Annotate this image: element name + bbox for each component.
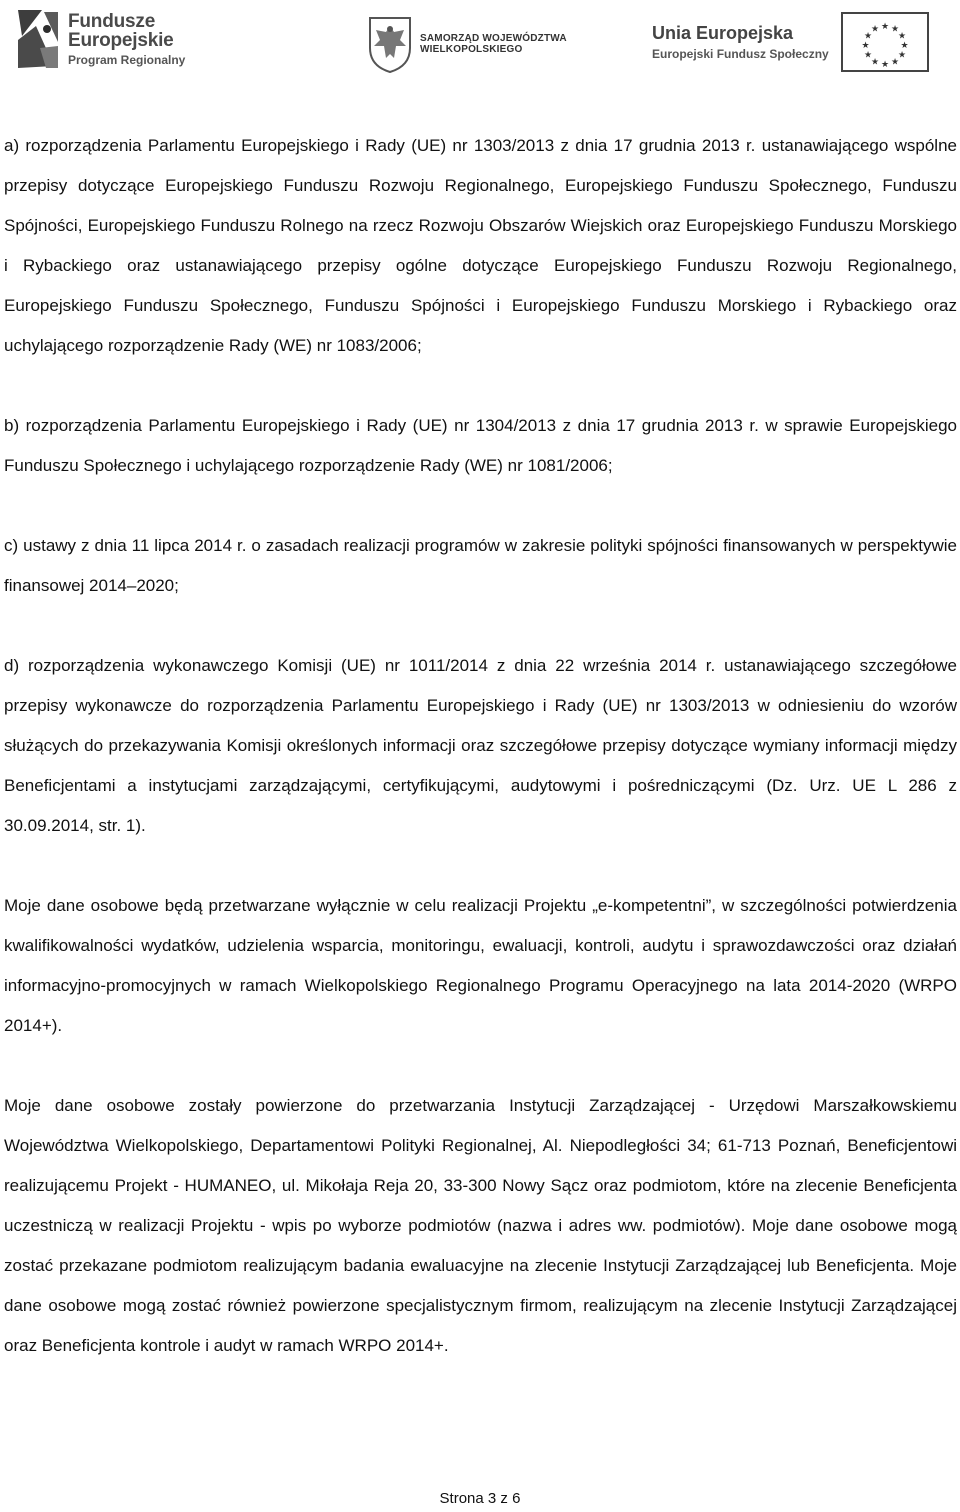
- paragraph-c: c) ustawy z dnia 11 lipca 2014 r. o zasadach realizacji programów w zakresie polityki spójności finansowanych w perspektywie finansowej 2014–2020;: [4, 536, 957, 595]
- logo-unia-europejska: [652, 12, 929, 72]
- document-body: [4, 126, 957, 1406]
- logo-fundusze-europejskie: [14, 6, 185, 72]
- svg-text:★: ★: [863, 50, 872, 61]
- fe-logo-icon: [14, 6, 60, 72]
- fe-line3: Program Regionalny: [68, 53, 186, 67]
- ue-line2: Europejski Fundusz Społeczny: [652, 47, 829, 61]
- ue-line1: Unia Europejska: [652, 23, 794, 43]
- sw-line1: SAMORZĄD WOJEWÓDZTWA: [420, 32, 567, 44]
- sw-line2: WIELKOPOLSKIEGO: [420, 44, 523, 55]
- svg-text:★: ★: [900, 41, 909, 51]
- page-number: Strona 3 z 6: [439, 1490, 521, 1507]
- paragraph-purpose: Moje dane osobowe będą przetwarzane wyłącznie w celu realizacji Projektu „e-kompetentni”, w szczególności potwierdzenia kwalifikowalności wydatków, udzielenia wsparcia, monitoringu, ewaluacji, kontroli, audytu i sprawozdawczości oraz działań informacyjno-promocyjnych w ramach Wielkopolskiego Regionalnego Programu Operacyjnego na lata 2014-2020 (WRPO 2014+).: [4, 896, 957, 1035]
- paragraph-a: a) rozporządzenia Parlamentu Europejskiego i Rady (UE) nr 1303/2013 z dnia 17 grudnia 2013 r. ustanawiającego wspólne przepisy dotyczące Europejskiego Funduszu Rozwoju Regionalnego, Europejskiego Funduszu Społecznego, Funduszu Spójności, Europejskiego Funduszu Rolnego na rzecz Rozwoju Obszarów Wiejskich oraz Europejskiego Funduszu Morskiego i Rybackiego oraz ustanawiającego przepisy ogólne dotyczące Europejskiego Funduszu Rozwoju Regionalnego, Europejskiego Funduszu Społecznego, Funduszu Spójności i Europejskiego Funduszu Morskiego i Rybackiego oraz uchylającego rozporządzenie Rady (WE) nr 1083/2006;: [4, 136, 957, 355]
- paragraph-b: b) rozporządzenia Parlamentu Europejskiego i Rady (UE) nr 1304/2013 z dnia 17 grudnia 2013 r. w sprawie Europejskiego Funduszu Społecznego i uchylającego rozporządzenie Rady (WE) nr 1081/2006;: [4, 416, 957, 475]
- eu-flag-icon: [841, 12, 929, 72]
- svg-text:★: ★: [861, 41, 870, 51]
- svg-text:★: ★: [897, 31, 906, 42]
- eagle-crest-icon: [366, 14, 414, 74]
- svg-text:★: ★: [863, 31, 872, 42]
- fe-line2: Europejskie: [68, 30, 174, 51]
- paragraph-d: d) rozporządzenia wykonawczego Komisji (UE) nr 1011/2014 z dnia 22 września 2014 r. ustanawiającego szczegółowe przepisy wykonawcze do rozporządzenia Parlamentu Europejskiego i Rady (UE) nr 1303/2013 w odniesieniu do wzorów służących do przekazywania Komisji określonych informacji oraz szczegółowe przepisy dotyczące wymiany informacji między Beneficjentami a instytucjami zarządzającymi, certyfikującymi, audytowymi i pośredniczącymi (Dz. Urz. UE L 286 z 30.09.2014, str. 1).: [4, 656, 957, 835]
- svg-text:★: ★: [880, 22, 889, 32]
- paragraph-entrusted: Moje dane osobowe zostały powierzone do przetwarzania Instytucji Zarządzającej - Urzędowi Marszałkowskiemu Województwa Wielkopolskiego, Departamentowi Polityki Regionalnej, Al. Niepodległości 34; 61-713 Poznań, Beneficjentowi realizującemu Projekt - HUMANEO, ul. Mikołaja Reja 20, 33-300 Nowy Sącz oraz podmiotom, które na zlecenie Beneficjenta uczestniczą w realizacji Projektu - wpis po wyborze podmiotów (nazwa i adres ww. podmiotów). Moje dane osobowe mogą zostać przekazane podmiotom realizującym badania ewaluacyjne na zlecenie Instytucji Zarządzającej lub Beneficjenta. Moje dane osobowe mogą zostać również powierzone specjalistycznym firmom, realizującym na zlecenie Instytucji Zarządzającej oraz Beneficjenta kontrole i audyt w ramach WRPO 2014+.: [4, 1096, 957, 1355]
- svg-text:★: ★: [870, 24, 879, 35]
- svg-text:★: ★: [870, 57, 879, 68]
- logo-samorzad-wojewodztwa: [366, 14, 567, 74]
- svg-text:★: ★: [890, 24, 899, 35]
- svg-text:★: ★: [897, 50, 906, 61]
- fe-line1: Fundusze: [68, 11, 156, 32]
- logo-header: [0, 0, 960, 84]
- svg-text:★: ★: [880, 60, 889, 70]
- svg-text:★: ★: [890, 57, 899, 68]
